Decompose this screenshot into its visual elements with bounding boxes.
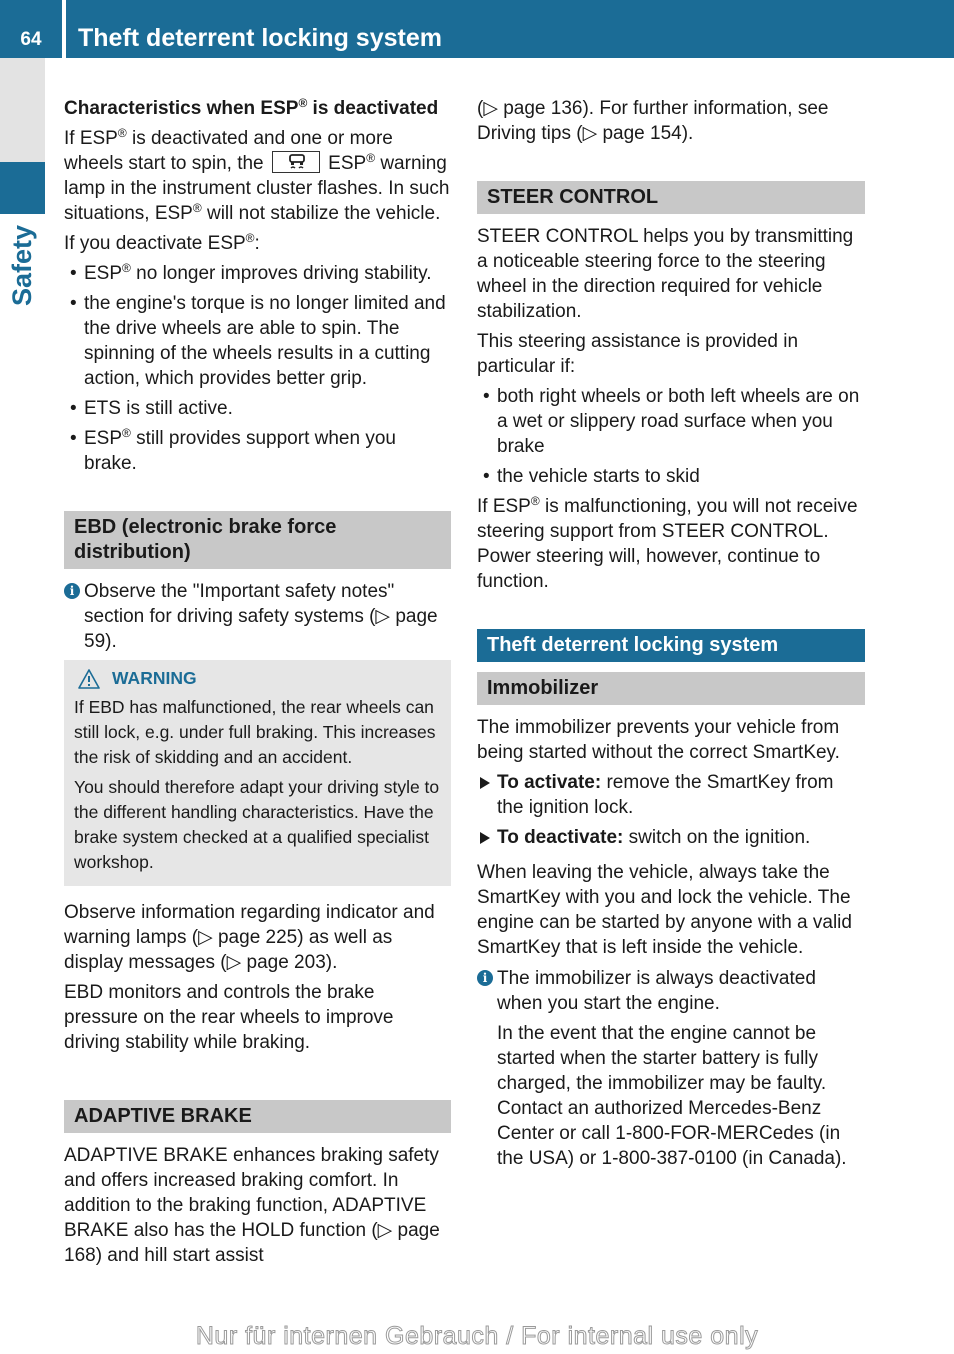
adaptive-brake-heading: ADAPTIVE BRAKE — [64, 1100, 451, 1133]
ebd-heading: EBD (electronic brake force distribution) — [64, 511, 451, 569]
page-number: 64 — [20, 29, 42, 50]
immobilizer-paragraph: The immobilizer prevents your vehicle from being started without the correct SmartKey. — [477, 717, 840, 763]
immobilizer-paragraph: When leaving the vehicle, always take the SmartKey with you and lock the vehicle. The engine can be started by anyone with a valid SmartKey that is left inside the vehicle. — [477, 862, 852, 958]
warning-title: WARNING — [74, 666, 441, 691]
esp-warning-lamp-icon — [272, 151, 320, 173]
left-column — [64, 96, 451, 1273]
chapter-tab-safety[interactable]: Safety — [7, 224, 37, 306]
list-item: • ESP® no longer improves driving stability. — [64, 261, 451, 286]
list-item: • the vehicle starts to skid — [477, 464, 865, 489]
warning-paragraph: You should therefore adapt your driving style to the different handling characteristics. Have the brake system checked at a qualified specialist workshop. — [74, 777, 440, 872]
internal-use-watermark: Nur für internen Gebrauch / For internal use only — [195, 1322, 759, 1350]
warning-box — [64, 660, 451, 886]
warning-paragraph: If EBD has malfunctioned, the rear wheels can still lock, e.g. under full braking. This increases the risk of skidding and an accident. — [74, 697, 436, 767]
list-item: • ETS is still active. — [64, 396, 451, 421]
immobilizer-heading: Immobilizer — [477, 672, 865, 705]
steer-paragraph: This steering assistance is provided in particular if: — [477, 331, 799, 377]
theft-deterrent-heading: Theft deterrent locking system — [477, 629, 865, 662]
ebd-paragraph: Observe information regarding indicator and warning lamps (▷ page 225) as well as display messages (▷ page 203). — [64, 902, 435, 973]
info-icon: i — [64, 583, 80, 599]
warning-triangle-icon — [78, 669, 100, 689]
immobilizer-steps — [477, 770, 865, 850]
step-activate: To activate: remove the SmartKey from the ignition lock. — [477, 770, 865, 820]
adaptive-brake-paragraph: ADAPTIVE BRAKE enhances braking safety and offers increased braking comfort. In addition to the braking function, ADAPTIVE BRAKE also has the HOLD function (▷ page 168) and hill start assist — [64, 1145, 440, 1266]
steer-paragraph: STEER CONTROL helps you by transmitting a noticeable steering force to the steering wheel in the direction required for vehicle stabilization. — [477, 226, 854, 322]
ebd-paragraph: EBD monitors and controls the brake pressure on the rear wheels to improve driving stability while braking. — [64, 982, 394, 1053]
header-divider — [62, 0, 66, 58]
list-item: • both right wheels or both left wheels are on a wet or slippery road surface when you brake — [477, 384, 865, 459]
esp-deactivated-paragraph: If ESP® is deactivated and one or more wheels start to spin, the ESP® warning lamp in the instrument cluster flashes. In such situations, ESP® will not stabilize the vehicle. — [64, 126, 450, 224]
list-item: • ESP® still provides support when you brake. — [64, 426, 451, 476]
esp-deactivated-list — [64, 261, 451, 476]
steer-control-heading: STEER CONTROL — [477, 181, 865, 214]
page-title: Theft deterrent locking system — [78, 24, 442, 52]
steer-list — [477, 384, 865, 489]
side-tab-top — [0, 58, 45, 162]
list-item: • the engine's torque is no longer limited and the drive wheels are able to spin. The spinning of the wheels results in a cutting action, which provides better grip. — [64, 291, 451, 391]
immobilizer-info-note: i The immobilizer is always deactivated when you start the engine. In the event that the engine cannot be started when the starter battery is fully charged, the immobilizer may be faulty. Contact an authorized Mercedes-Benz Center or call 1-800-FOR-MERCedes (in the USA) or 1-800-387-0100 (in Canada). — [477, 966, 865, 1171]
continued-paragraph: (▷ page 136). For further information, see Driving tips (▷ page 154). — [477, 98, 829, 144]
esp-deactivated-heading: Characteristics when ESP® is deactivated — [64, 96, 439, 119]
esp-deactivate-intro: If you deactivate ESP®: — [64, 231, 260, 254]
ebd-info-note: i Observe the "Important safety notes" section for driving safety systems (▷ page 59). — [64, 579, 451, 654]
side-tab-active-marker — [0, 162, 45, 214]
right-column — [477, 96, 865, 1177]
steer-malfunction-paragraph: If ESP® is malfunctioning, you will not receive steering support from STEER CONTROL. Power steering will, however, continue to function. — [477, 494, 858, 592]
step-deactivate: To deactivate: switch on the ignition. — [477, 825, 865, 850]
info-icon: i — [477, 970, 493, 986]
